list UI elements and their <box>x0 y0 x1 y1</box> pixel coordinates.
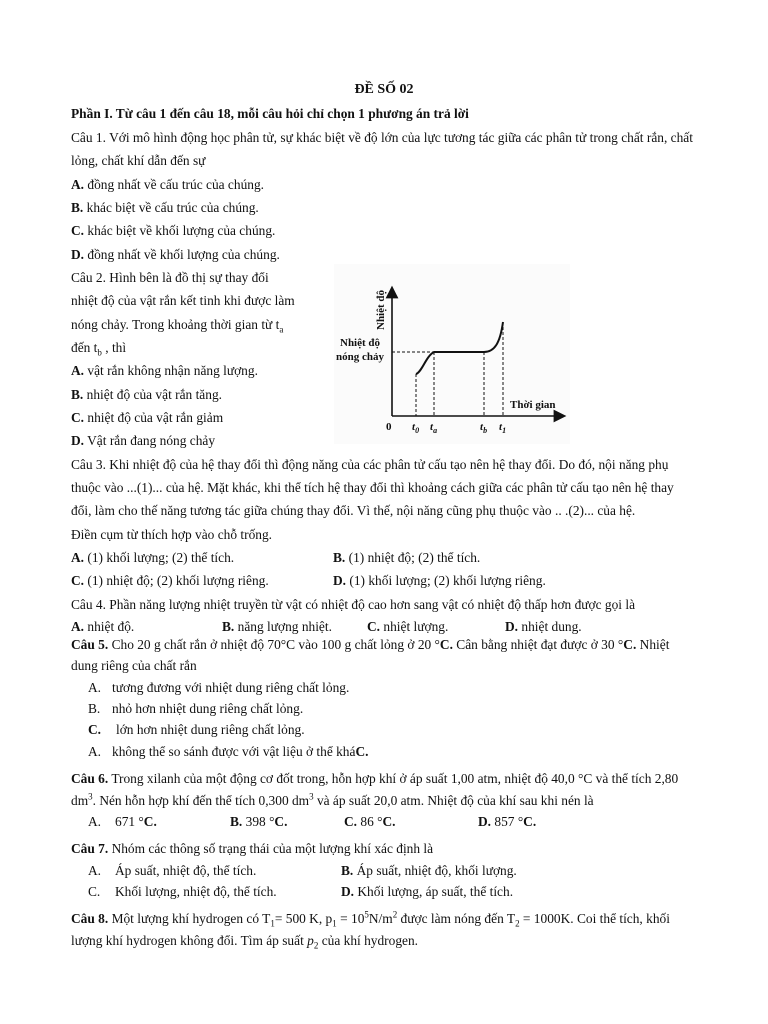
q4-option-d: D. nhiệt dung. <box>505 619 582 634</box>
q6-option-c <box>344 814 396 830</box>
q2-option-b-text: nhiệt độ của vật rắn tăng. <box>86 387 222 402</box>
q4-option-b: B. năng lượng nhiệt. <box>222 619 332 634</box>
q2-option-c: C. nhiệt độ của vật rắn giảm <box>71 410 224 425</box>
q7-option-d <box>341 884 513 900</box>
q3-option-c-text: (1) nhiệt độ; (2) khối lượng riêng. <box>87 573 269 588</box>
q6-option-a-c: C. <box>143 814 157 829</box>
q3-option-b-text: (1) nhiệt độ; (2) thể tích. <box>348 550 481 565</box>
q3-option-a-text: (1) khối lượng; (2) thể tích. <box>87 550 235 565</box>
q6-option-d-text: 857 ° <box>491 814 524 829</box>
q8-sup2: 2 <box>392 909 398 920</box>
graph-melt-label-2: nóng chảy <box>336 351 384 363</box>
q6-option-d-key: D. <box>478 814 492 829</box>
q6-option-b-key: B. <box>230 814 243 829</box>
q1-option-a-text: đồng nhất về cấu trúc của chúng. <box>87 177 265 192</box>
melting-graph-svg <box>334 264 570 444</box>
q3-text-line2: thuộc vào ...(1)... của hệ. Mặt khác, khi thể tích hệ thay đổi thì khoảng cách giữa các phân tử cấu tạo nên hệ thay <box>71 480 674 495</box>
q8-s3: 2 <box>515 918 520 929</box>
q7-option-c-key: C. <box>88 884 101 899</box>
q1-option-c: C. khác biệt về khối lượng của chúng. <box>71 223 276 238</box>
q1-option-d: D. đồng nhất về khối lượng của chúng. <box>71 247 280 262</box>
q8-t1: Một lượng khí hydrogen có T <box>108 911 271 926</box>
q6-sup-1: 3 <box>88 791 93 802</box>
q5-option-c-key: C. <box>88 722 102 737</box>
q5-option-b-text: nhỏ hơn nhiệt dung riêng chất lỏng. <box>112 701 304 716</box>
melting-graph <box>334 264 570 444</box>
q4-text-line1: Câu 4. Phần năng lượng nhiệt truyền từ vật có nhiệt độ cao hơn sang vật có nhiệt độ thấp hơn được gọi là <box>71 597 636 612</box>
q6-text-2b: . Nén hỗn hợp khí đến thể tích 0,300 dm <box>92 793 310 808</box>
graph-tb-sub: b <box>483 426 488 435</box>
q8-t4: N/m <box>368 911 393 926</box>
q8-label: Câu 8. <box>71 911 109 926</box>
q2-sub-a: a <box>279 324 284 335</box>
graph-origin-label: 0 <box>386 421 392 433</box>
q7-label: Câu 7. <box>71 841 109 856</box>
q5-option-d-text-2: C. <box>355 744 369 759</box>
q7-option-b-text: Áp suất, nhiệt độ, khối lượng. <box>353 863 517 878</box>
q5-option-c-text: lớn hơn nhiệt dung riêng chất lỏng. <box>116 722 305 737</box>
q5-text-1a: Cho 20 g chất rắn ở nhiệt độ 70°C vào 100 g chất lỏng ở 20 ° <box>108 637 440 652</box>
q2-option-d: D. Vật rắn đang nóng chảy <box>71 433 216 448</box>
q1-option-b-text: khác biệt về cấu trúc của chúng. <box>86 200 259 215</box>
q2-text-line2: nhiệt độ của vật rắn kết tinh khi được làm <box>71 293 295 308</box>
q6-text-1: Trong xilanh của một động cơ đốt trong, hỗn hợp khí ở áp suất 1,00 atm, nhiệt độ 40,0 °C và thể tích 2,80 <box>108 771 679 786</box>
q8-text-line1 <box>71 911 670 927</box>
q8-s1: 1 <box>270 918 275 929</box>
q8-t2: = 500 K, p <box>274 911 333 926</box>
q8-t8: của khí hydrogen. <box>318 933 419 948</box>
q4-option-d-text: nhiệt dung. <box>521 619 582 634</box>
q4-option-b-text: năng lượng nhiệt. <box>237 619 332 634</box>
q2-text-line4-start: đến t <box>71 340 98 355</box>
q7-option-a-text: Áp suất, nhiệt độ, thể tích. <box>115 863 257 878</box>
q2-option-a-text: vật rắn không nhận năng lượng. <box>87 363 258 378</box>
graph-tb-t: t <box>480 421 484 433</box>
q7-option-d-key: D. <box>341 884 355 899</box>
q6-text-line2 <box>71 793 594 809</box>
q6-label: Câu 6. <box>71 771 109 786</box>
q3-text-line1: Câu 3. Khi nhiệt độ của hệ thay đổi thì động năng của các phân tử cấu tạo nên hệ thay đổi. Do đó, nội năng phụ <box>71 457 669 472</box>
q6-option-a-text: 671 ° <box>115 814 144 829</box>
q6-option-c-text: 86 ° <box>357 814 383 829</box>
q6-option-b-text: 398 ° <box>242 814 275 829</box>
q8-t6: = 1000K. Coi thể tích, khối <box>519 911 670 926</box>
q7-text-1: Nhóm các thông số trạng thái của một lượng khí xác định là <box>108 841 434 856</box>
q7-text-line1 <box>71 841 433 857</box>
q3-option-a: A. (1) khối lượng; (2) thể tích. <box>71 550 235 565</box>
q8-t5: được làm nóng đến T <box>397 911 516 926</box>
q2-text-line3-main: nóng chảy. Trong khoảng thời gian từ t <box>71 317 280 332</box>
q5-option-d-text-1: không thể so sánh được với vật liệu ở thể khá <box>112 744 356 759</box>
q4-option-a: A. nhiệt độ. <box>71 619 135 634</box>
q3-text-line3: đổi, làm cho thế năng tương tác giữa chúng thay đổi. Vì thế, nội năng cũng phụ thuộc vào .. .(2)... của hệ. <box>71 503 636 518</box>
q2-option-a: A. vật rắn không nhận năng lượng. <box>71 363 258 378</box>
q5-text-line1 <box>71 637 669 653</box>
q1-option-b: B. khác biệt về cấu trúc của chúng. <box>71 200 259 215</box>
graph-ta-sub: a <box>433 426 438 435</box>
graph-melt-label-1: Nhiệt độ <box>340 337 381 349</box>
q6-option-c-c: C. <box>382 814 396 829</box>
graph-t0-sub: 0 <box>415 426 420 435</box>
q2-sub-b: b <box>97 347 102 358</box>
q5-text-line2: dung riêng của chất rắn <box>71 658 197 673</box>
q5-option-a-text: tương đương với nhiệt dung riêng chất lỏng. <box>112 680 350 695</box>
q2-option-d-text: Vật rắn đang nóng chảy <box>87 433 216 448</box>
q6-option-c-key: C. <box>344 814 358 829</box>
q5-option-b-key: B. <box>88 701 101 716</box>
q1-option-c-text: khác biệt về khối lượng của chúng. <box>87 223 276 238</box>
graph-ylabel: Nhiệt độ <box>375 289 387 330</box>
q5-option-d-key: A. <box>88 744 102 759</box>
q2-text-line1: Câu 2. Hình bên là đồ thị sự thay đổi <box>71 270 269 285</box>
q3-option-d: D. (1) khối lượng; (2) khối lượng riêng. <box>333 573 546 588</box>
q2-text-line3 <box>71 317 283 333</box>
q6-sup-2: 3 <box>309 791 314 802</box>
q8-s2: 1 <box>332 918 337 929</box>
q6-option-a <box>115 814 157 830</box>
graph-t1-sub: 1 <box>502 426 507 435</box>
q6-option-d-c: C. <box>523 814 537 829</box>
q1-text-line2: lỏng, chất khí dẫn đến sự <box>71 153 206 168</box>
q8-t3: = 10 <box>336 911 365 926</box>
q6-text-line1 <box>71 771 678 787</box>
q7-option-a-key: A. <box>88 863 102 878</box>
q5-option-d-text <box>112 744 368 760</box>
q2-text-line4 <box>71 340 126 356</box>
q7-option-c-text: Khối lượng, nhiệt độ, thể tích. <box>115 884 277 899</box>
q2-option-b: B. nhiệt độ của vật rắn tăng. <box>71 387 222 402</box>
q5-text-1c: Cân bằng nhiệt đạt được ở 30 ° <box>452 637 624 652</box>
q1-text-line1: Câu 1. Với mô hình động học phân tử, sự khác biệt về độ lớn của lực tương tác giữa các phân tử trong chất rắn, chất <box>71 130 693 145</box>
q5-option-a-key: A. <box>88 680 102 695</box>
part-heading: Phần I. Từ câu 1 đến câu 18, mỗi câu hỏi chỉ chọn 1 phương án trả lời <box>71 106 469 121</box>
q8-p: p <box>307 933 314 948</box>
graph-xlabel: Thời gian <box>510 399 556 411</box>
q5-text-1b: C. <box>439 637 453 652</box>
q6-text-2c: và áp suất 20,0 atm. Nhiệt độ của khí sau khi nén là <box>313 793 594 808</box>
q5-text-1e: Nhiệt <box>636 637 670 652</box>
q4-option-c-text: nhiệt lượng. <box>383 619 449 634</box>
q8-s4: 2 <box>313 940 319 951</box>
graph-t0-t: t <box>412 421 416 433</box>
q3-option-d-text: (1) khối lượng; (2) khối lượng riêng. <box>349 573 546 588</box>
q4-option-a-text: nhiệt độ. <box>87 619 135 634</box>
graph-t1-t: t <box>499 421 503 433</box>
q6-option-a-key: A. <box>88 814 102 829</box>
q6-option-b-c: C. <box>274 814 288 829</box>
q3-option-c: C. (1) nhiệt độ; (2) khối lượng riêng. <box>71 573 269 588</box>
q3-option-b: B. (1) nhiệt độ; (2) thể tích. <box>333 550 481 565</box>
q6-option-b <box>230 814 287 830</box>
q3-text-line4: Điền cụm từ thích hợp vào chỗ trống. <box>71 527 273 542</box>
q5-label: Câu 5. <box>71 637 109 652</box>
q4-option-c: C. nhiệt lượng. <box>367 619 449 634</box>
q1-option-d-text: đồng nhất về khối lượng của chúng. <box>87 247 280 262</box>
q6-option-d <box>478 814 536 830</box>
q5-text-1d: C. <box>623 637 637 652</box>
q7-option-d-text: Khối lượng, áp suất, thể tích. <box>354 884 514 899</box>
q8-text-line2 <box>71 933 418 949</box>
q6-text-2a: dm <box>71 793 89 808</box>
q1-option-a: A. đồng nhất về cấu trúc của chúng. <box>71 177 265 192</box>
q7-option-b <box>341 863 517 879</box>
q2-option-c-text: nhiệt độ của vật rắn giảm <box>87 410 224 425</box>
q7-option-b-key: B. <box>341 863 354 878</box>
graph-ta-t: t <box>430 421 434 433</box>
page-title: ĐỀ SỐ 02 <box>354 82 414 97</box>
q8-t7: lượng khí hydrogen không đổi. Tìm áp suất <box>71 933 308 948</box>
q8-sup1: 5 <box>364 909 369 920</box>
q2-text-line4-end: , thì <box>105 340 127 355</box>
